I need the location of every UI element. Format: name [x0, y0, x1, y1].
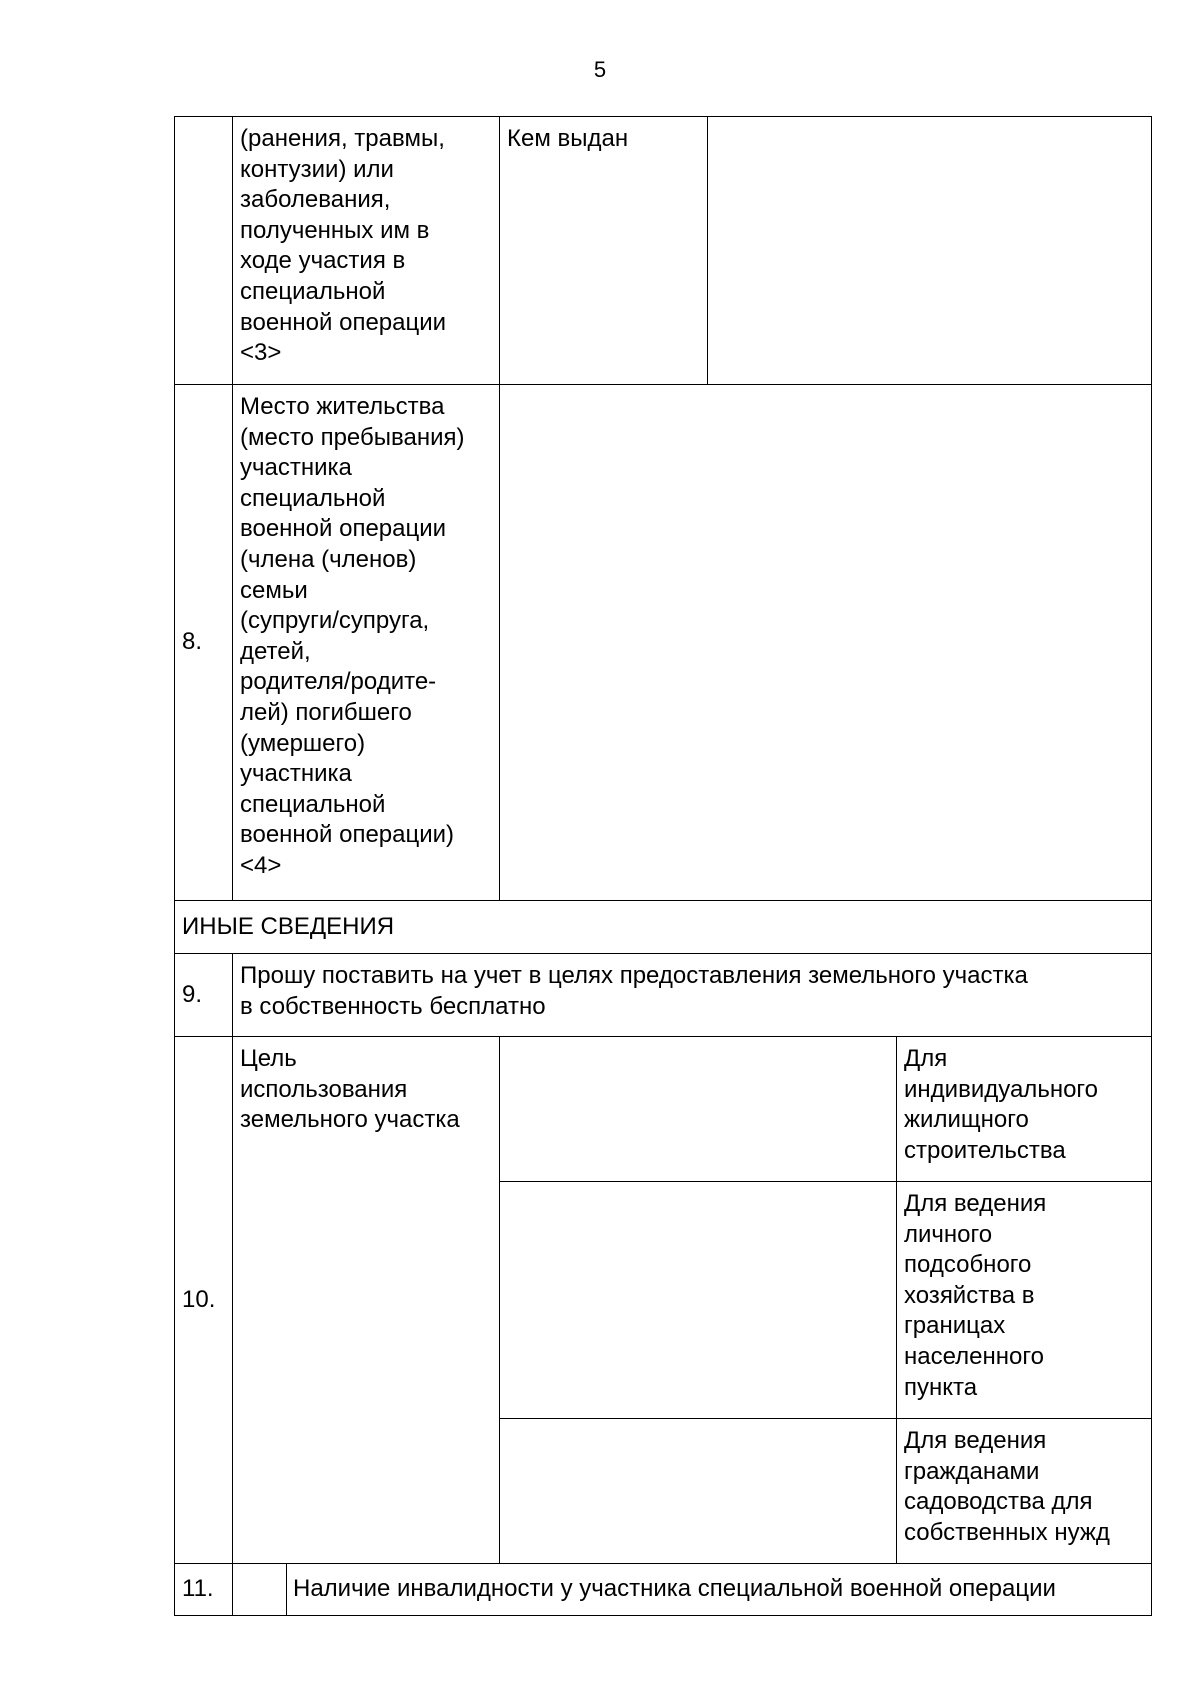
cell-number-empty — [175, 117, 233, 385]
option-mark-gardening[interactable] — [500, 1419, 897, 1564]
land-purpose-label-cell — [233, 1037, 500, 1564]
injury-label-cell — [233, 117, 500, 385]
option-label-subsidiary-farm: Для ведения личного подсобного хозяйства в границах населенного пункта — [904, 1190, 1047, 1401]
section-header-row — [175, 901, 1152, 954]
land-purpose-label: Цель использования земельного участка — [240, 1045, 460, 1134]
issued-by-field[interactable] — [708, 117, 1152, 385]
issued-by-label: Кем выдан — [507, 125, 629, 152]
disability-label-cell — [287, 1564, 1152, 1616]
disability-checkbox[interactable] — [233, 1564, 287, 1616]
option-label-housing: Для индивидуального жилищного строительства — [904, 1045, 1098, 1164]
option-mark-housing[interactable] — [500, 1037, 897, 1182]
residence-label: Место жительства (место пребывания) участника специальной военной операции (члена (членов) семьи (супруги/супруга, детей, родителя/родите- лей) погибшего (умершего) участника специальной военной операции) <4> — [240, 393, 465, 879]
residence-label-cell — [233, 385, 500, 901]
table-row-continuation — [175, 117, 1152, 385]
option-label-subsidiary-farm-cell — [897, 1182, 1152, 1419]
option-label-gardening-cell — [897, 1419, 1152, 1564]
section-title-other: ИНЫЕ СВЕДЕНИЯ — [175, 901, 1152, 954]
table-row-10-option-1 — [175, 1037, 1152, 1182]
residence-field[interactable] — [500, 385, 1152, 901]
injury-label: (ранения, травмы, контузии) или заболевания, полученных им в ходе участия в специальной военной операции <3> — [240, 125, 447, 367]
row-number-8: 8. — [175, 385, 233, 901]
table-row-11 — [175, 1564, 1152, 1616]
option-label-housing-cell — [897, 1037, 1152, 1182]
option-mark-subsidiary-farm[interactable] — [500, 1182, 897, 1419]
table-row-9 — [175, 954, 1152, 1037]
row-number-9: 9. — [175, 954, 233, 1037]
row-number-11: 11. — [175, 1564, 233, 1616]
registration-request-text: Прошу поставить на учет в целях предоставления земельного участка в собственность бесплатно — [240, 962, 1028, 1020]
registration-request-cell — [233, 954, 1152, 1037]
issued-by-label-cell — [500, 117, 708, 385]
table-row-8 — [175, 385, 1152, 901]
row-number-10: 10. — [175, 1037, 233, 1564]
page-number: 5 — [593, 57, 607, 82]
option-label-gardening: Для ведения гражданами садоводства для собственных нужд — [904, 1427, 1110, 1546]
application-form-table — [174, 116, 1152, 1616]
disability-label: Наличие инвалидности у участника специальной военной операции — [293, 1575, 1056, 1603]
